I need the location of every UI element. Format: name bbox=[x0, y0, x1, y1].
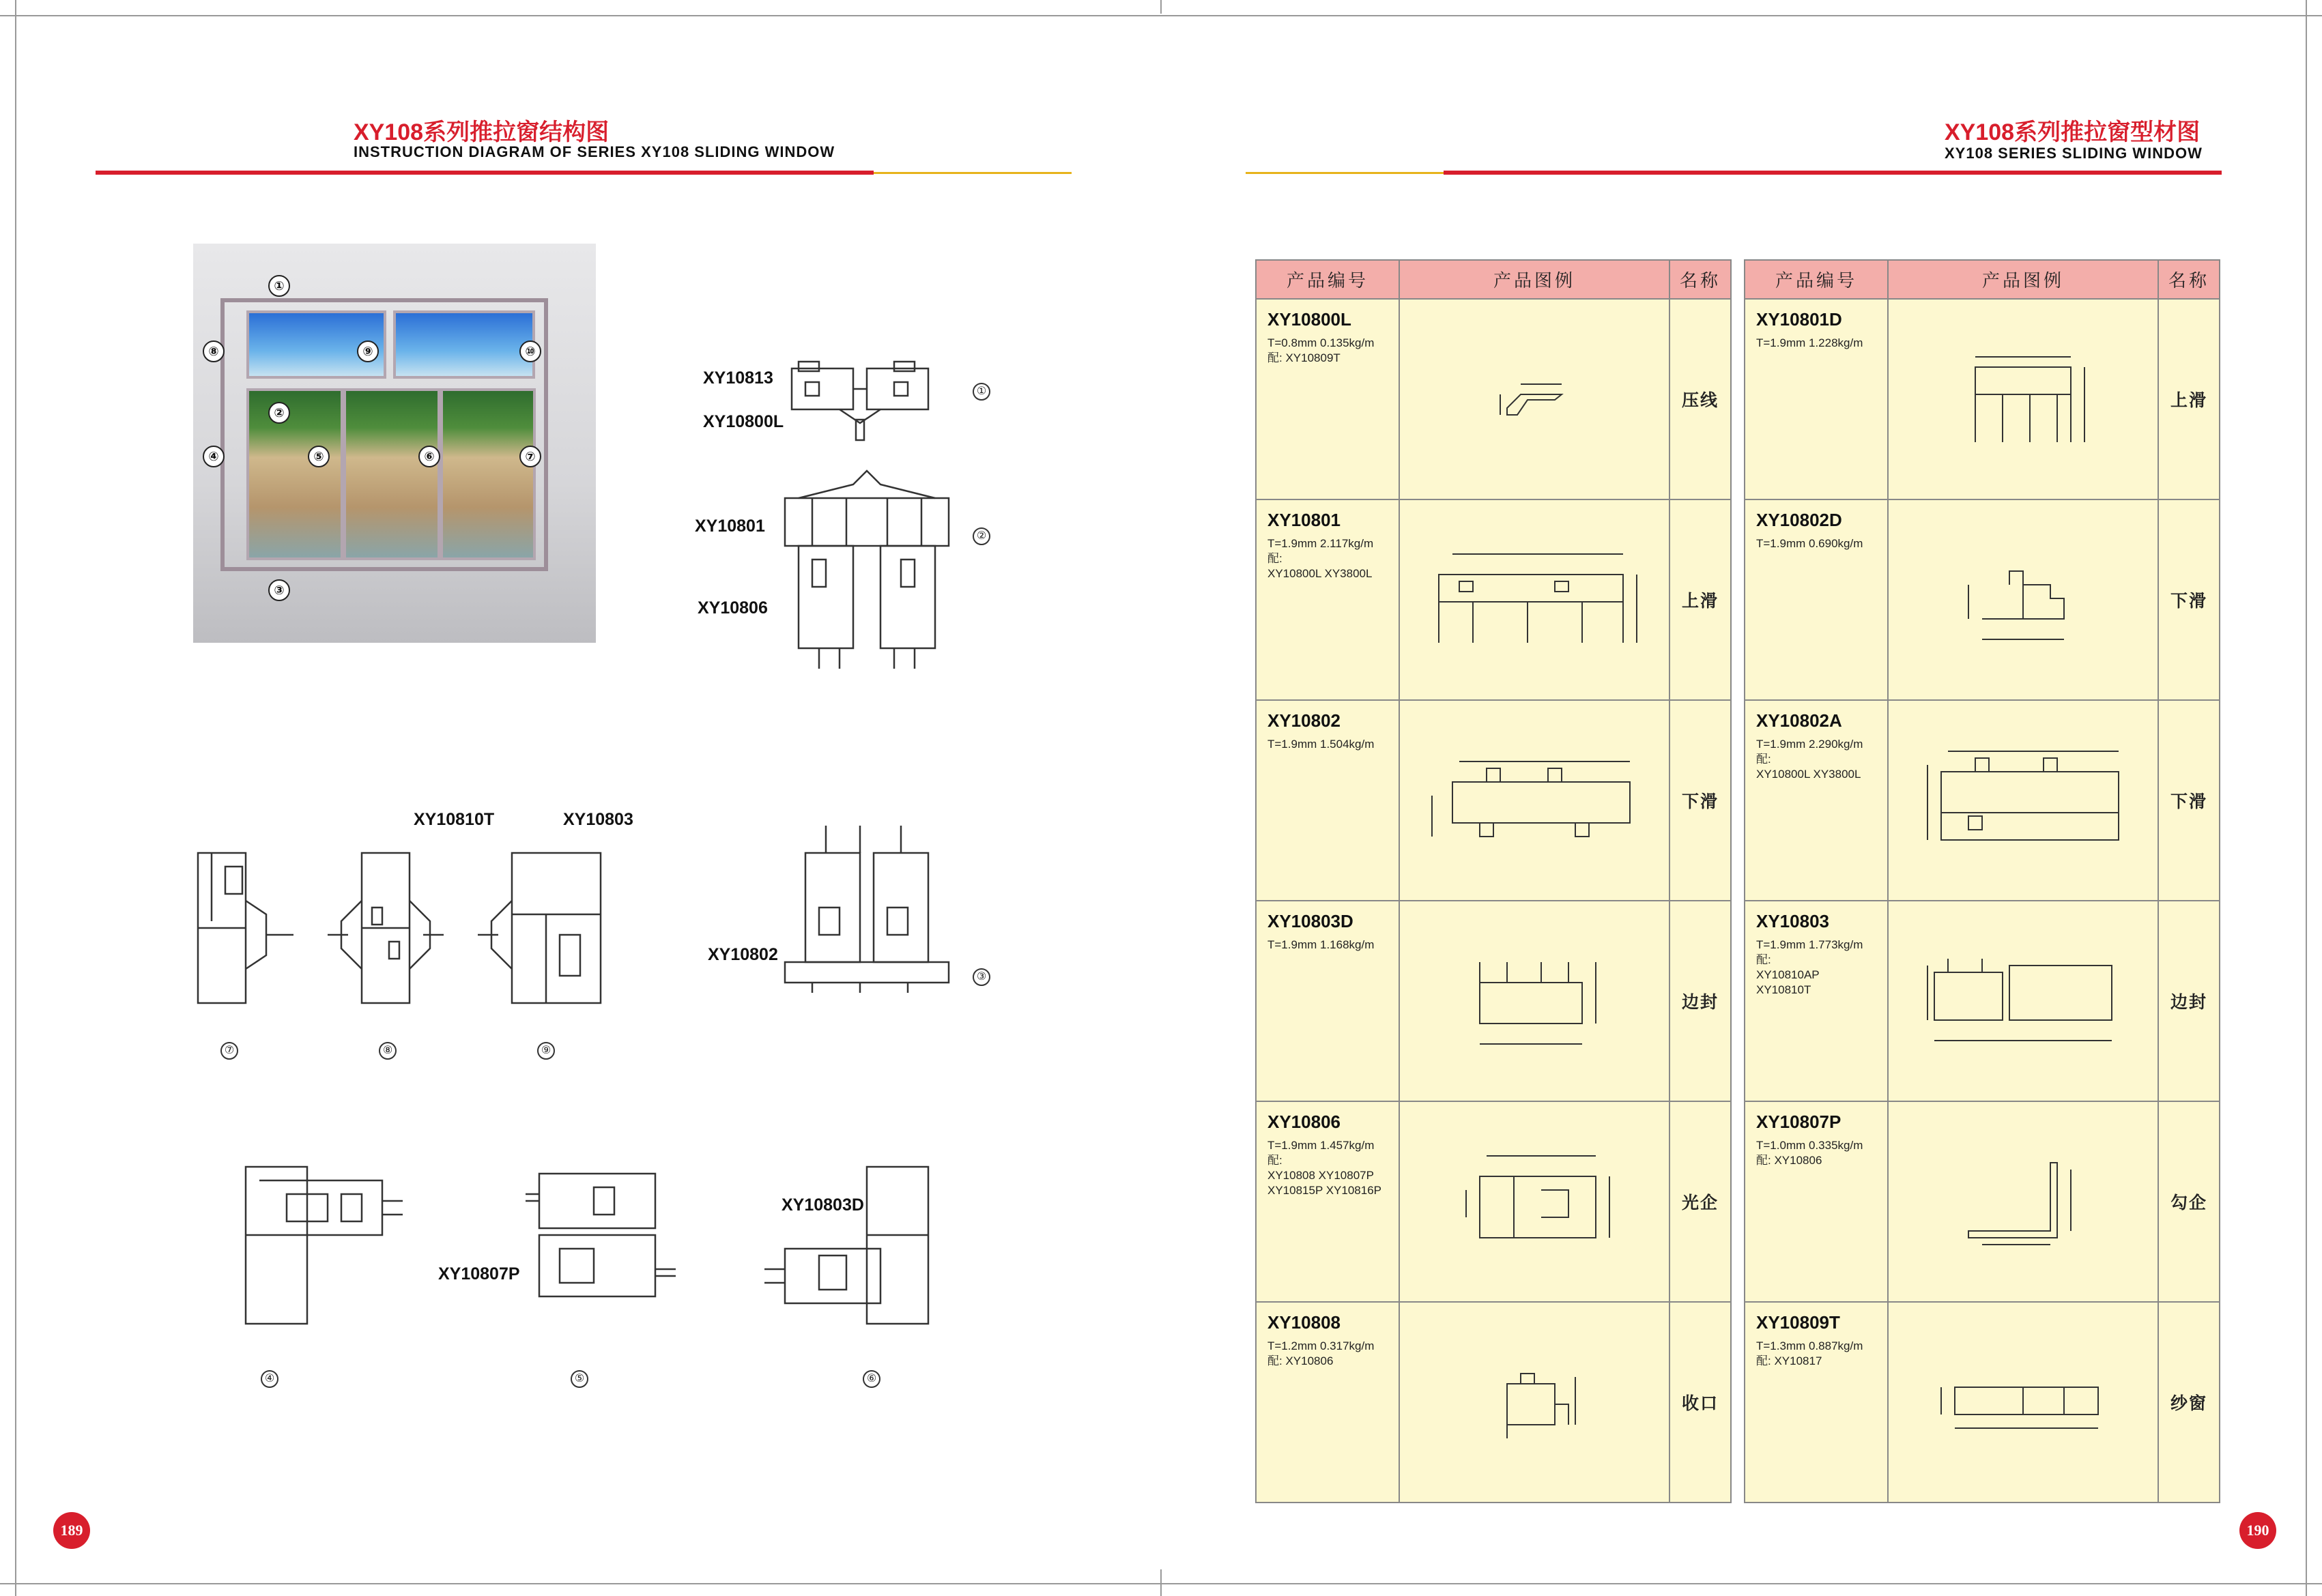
table-row bbox=[1745, 1302, 2220, 1503]
section-diagram-transom bbox=[771, 355, 962, 444]
table-row bbox=[1745, 901, 2220, 1101]
product-code: XY10807P bbox=[1756, 1112, 1841, 1132]
product-spec: T=1.9mm 2.290kg/m 配: XY10800L XY3800L bbox=[1756, 738, 1863, 781]
callout-5: ⑤ bbox=[308, 446, 330, 467]
product-code: XY10808 bbox=[1267, 1312, 1341, 1333]
product-spec: T=1.9mm 0.690kg/m bbox=[1756, 537, 1863, 550]
transom-right-glass bbox=[393, 310, 535, 379]
section-number-2: ② bbox=[973, 527, 990, 545]
product-code: XY10806 bbox=[1267, 1112, 1341, 1132]
profile-drawing-xy10808 bbox=[1466, 1350, 1603, 1452]
page-number-right: 190 bbox=[2239, 1512, 2276, 1549]
section-number-9: ⑨ bbox=[537, 1042, 555, 1060]
product-spec: T=1.9mm 1.168kg/m bbox=[1267, 938, 1375, 951]
table-row bbox=[1256, 1302, 1731, 1503]
callout-10: ⑩ bbox=[519, 340, 541, 362]
section-number-6: ⑥ bbox=[863, 1370, 880, 1388]
profile-drawing-xy10803d bbox=[1452, 942, 1616, 1058]
section-diagram-7 bbox=[191, 846, 307, 1010]
product-name: 下滑 bbox=[1669, 700, 1731, 901]
sash-right-glass bbox=[440, 388, 536, 560]
product-code: XY10803 bbox=[1756, 911, 1829, 931]
profile-drawing-xy10802d bbox=[1948, 544, 2098, 653]
label-xy10800l: XY10800L bbox=[703, 412, 784, 431]
label-xy10807p: XY10807P bbox=[438, 1264, 520, 1283]
profile-drawing-xy10801 bbox=[1418, 540, 1650, 656]
product-spec: T=1.9mm 2.117kg/m 配: XY10800L XY3800L bbox=[1267, 537, 1374, 580]
product-code: XY10809T bbox=[1756, 1312, 1840, 1333]
product-code: XY10802D bbox=[1756, 510, 1842, 530]
callout-4: ④ bbox=[203, 446, 225, 467]
left-header-rule-gold bbox=[874, 172, 1072, 174]
product-spec: T=1.9mm 1.228kg/m bbox=[1756, 336, 1863, 349]
section-number-3: ③ bbox=[973, 968, 990, 986]
section-diagram-6 bbox=[758, 1160, 949, 1331]
header-name: 名称 bbox=[2158, 260, 2220, 299]
section-diagram-top-rail bbox=[771, 464, 962, 676]
left-page-title-en: INSTRUCTION DIAGRAM OF SERIES XY108 SLIDING WINDOW bbox=[354, 143, 835, 160]
product-spec: T=1.2mm 0.317kg/m 配: XY10806 bbox=[1267, 1339, 1375, 1367]
table-row bbox=[1745, 299, 2220, 499]
sash-left-glass bbox=[246, 388, 343, 560]
table-row bbox=[1256, 499, 1731, 700]
sash-middle-glass bbox=[343, 388, 440, 560]
product-code: XY10801 bbox=[1267, 510, 1341, 530]
product-name: 勾企 bbox=[2158, 1101, 2220, 1302]
product-name: 边封 bbox=[1669, 901, 1731, 1101]
profile-table-left bbox=[1255, 259, 1732, 1503]
profile-drawing-xy10800l bbox=[1480, 360, 1589, 435]
right-page-title-en: XY108 SERIES SLIDING WINDOW bbox=[1945, 145, 2203, 162]
table-row bbox=[1745, 700, 2220, 901]
product-spec: T=1.9mm 1.457kg/m 配: XY10808 XY10807P XY10815P XY10816P bbox=[1267, 1139, 1381, 1197]
right-header-rule-red bbox=[1444, 171, 2222, 175]
callout-8: ⑧ bbox=[203, 340, 225, 362]
section-number-1: ① bbox=[973, 383, 990, 401]
profile-drawing-xy10802 bbox=[1418, 741, 1650, 857]
table-row bbox=[1745, 499, 2220, 700]
label-xy10813: XY10813 bbox=[703, 368, 773, 388]
product-name: 下滑 bbox=[2158, 700, 2220, 901]
section-number-8: ⑧ bbox=[379, 1042, 397, 1060]
right-page-title-cn: XY108系列推拉窗型材图 bbox=[1945, 119, 2201, 145]
product-spec: T=0.8mm 0.135kg/m 配: XY10809T bbox=[1267, 336, 1375, 364]
section-diagram-8 bbox=[321, 846, 457, 1010]
product-name: 上滑 bbox=[1669, 499, 1731, 700]
callout-3: ③ bbox=[268, 579, 290, 601]
table-row bbox=[1745, 1101, 2220, 1302]
callout-2: ② bbox=[268, 402, 290, 424]
product-spec: T=1.0mm 0.335kg/m 配: XY10806 bbox=[1756, 1139, 1863, 1167]
label-xy10806: XY10806 bbox=[698, 598, 768, 618]
product-spec: T=1.9mm 1.504kg/m bbox=[1267, 738, 1375, 751]
section-number-5: ⑤ bbox=[571, 1370, 588, 1388]
table-row bbox=[1256, 299, 1731, 499]
table-row bbox=[1256, 1101, 1731, 1302]
callout-9: ⑨ bbox=[357, 340, 379, 362]
header-name: 名称 bbox=[1669, 260, 1731, 299]
product-code: XY10801D bbox=[1756, 309, 1842, 330]
profile-drawing-xy10806 bbox=[1446, 1142, 1623, 1258]
profile-table-right bbox=[1744, 259, 2220, 1503]
profile-drawing-xy10801d bbox=[1941, 340, 2105, 456]
label-xy10803d: XY10803D bbox=[782, 1195, 864, 1215]
product-code: XY10803D bbox=[1267, 911, 1353, 931]
product-spec: T=1.9mm 1.773kg/m 配: XY10810AP XY10810T bbox=[1756, 938, 1863, 996]
product-name: 压线 bbox=[1669, 299, 1731, 499]
product-spec: T=1.3mm 0.887kg/m 配: XY10817 bbox=[1756, 1339, 1863, 1367]
table-row bbox=[1256, 901, 1731, 1101]
label-xy10801: XY10801 bbox=[695, 517, 765, 536]
product-name: 光企 bbox=[1669, 1101, 1731, 1302]
section-diagram-9 bbox=[471, 846, 607, 1010]
right-page bbox=[1161, 0, 2322, 1596]
product-code: XY10802A bbox=[1756, 710, 1842, 731]
section-diagram-bottom-rail bbox=[771, 819, 969, 996]
profile-drawing-xy10802a bbox=[1907, 738, 2139, 860]
table-row bbox=[1256, 700, 1731, 901]
label-xy10810t: XY10810T bbox=[414, 810, 495, 829]
product-code: XY10800L bbox=[1267, 309, 1351, 330]
product-name: 收口 bbox=[1669, 1302, 1731, 1503]
profile-drawing-xy10809t bbox=[1921, 1353, 2125, 1449]
label-xy10803: XY10803 bbox=[563, 810, 633, 829]
left-page-title-cn: XY108系列推拉窗结构图 bbox=[354, 119, 610, 145]
header-product-code: 产品编号 bbox=[1745, 260, 1888, 299]
right-header-rule-gold bbox=[1246, 172, 1444, 174]
product-name: 边封 bbox=[2158, 901, 2220, 1101]
product-code: XY10802 bbox=[1267, 710, 1341, 731]
window-illustration bbox=[193, 244, 596, 643]
header-product-illustration: 产品图例 bbox=[1888, 260, 2158, 299]
product-name: 纱窗 bbox=[2158, 1302, 2220, 1503]
callout-6: ⑥ bbox=[418, 446, 440, 467]
product-name: 下滑 bbox=[2158, 499, 2220, 700]
header-product-illustration: 产品图例 bbox=[1399, 260, 1669, 299]
callout-7: ⑦ bbox=[519, 446, 541, 467]
profile-drawing-xy10803 bbox=[1907, 945, 2139, 1054]
left-header-rule-red bbox=[96, 171, 874, 175]
header-product-code: 产品编号 bbox=[1256, 260, 1399, 299]
section-number-4: ④ bbox=[261, 1370, 278, 1388]
section-number-7: ⑦ bbox=[220, 1042, 238, 1060]
section-diagram-4 bbox=[232, 1160, 410, 1331]
page-number-left: 189 bbox=[53, 1512, 90, 1549]
label-xy10802: XY10802 bbox=[708, 945, 778, 964]
profile-drawing-xy10807p bbox=[1941, 1142, 2105, 1258]
section-diagram-5 bbox=[519, 1160, 683, 1331]
callout-1: ① bbox=[268, 275, 290, 297]
product-name: 上滑 bbox=[2158, 299, 2220, 499]
